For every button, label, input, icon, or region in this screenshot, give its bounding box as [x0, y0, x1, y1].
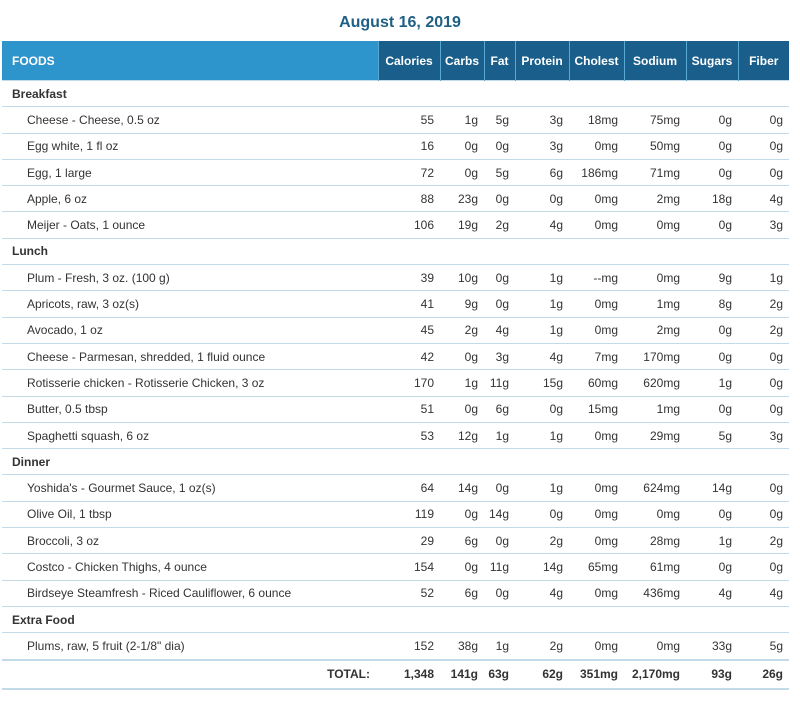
- food-fiber: 0g: [738, 475, 789, 501]
- food-calories: 42: [378, 343, 440, 369]
- food-fat: 5g: [484, 107, 515, 133]
- food-row: [2, 291, 789, 317]
- food-protein: 4g: [515, 343, 569, 369]
- food-row: [2, 212, 789, 238]
- food-sodium: 50mg: [624, 133, 686, 159]
- food-cholest: 65mg: [569, 554, 624, 580]
- food-fat: 11g: [484, 554, 515, 580]
- food-calories: 106: [378, 212, 440, 238]
- food-fat: 0g: [484, 528, 515, 554]
- food-calories: 170: [378, 370, 440, 396]
- food-calories: 152: [378, 633, 440, 660]
- food-fiber: 3g: [738, 422, 789, 448]
- food-sugars: 1g: [686, 370, 738, 396]
- table-header-row: [2, 41, 789, 81]
- food-sugars: 0g: [686, 133, 738, 159]
- food-name: Costco - Chicken Thighs, 4 ounce: [2, 554, 378, 580]
- food-sugars: 0g: [686, 317, 738, 343]
- food-row: [2, 633, 789, 660]
- food-carbs: 14g: [440, 475, 484, 501]
- food-sodium: 624mg: [624, 475, 686, 501]
- food-fat: 11g: [484, 370, 515, 396]
- meal-name: Dinner: [2, 449, 789, 475]
- food-name: Egg white, 1 fl oz: [2, 133, 378, 159]
- food-fiber: 0g: [738, 107, 789, 133]
- food-sodium: 0mg: [624, 501, 686, 527]
- food-carbs: 0g: [440, 159, 484, 185]
- food-fat: 3g: [484, 343, 515, 369]
- food-protein: 14g: [515, 554, 569, 580]
- food-fiber: 0g: [738, 501, 789, 527]
- food-name: Apricots, raw, 3 oz(s): [2, 291, 378, 317]
- food-name: Olive Oil, 1 tbsp: [2, 501, 378, 527]
- food-calories: 72: [378, 159, 440, 185]
- diary-body: [2, 81, 789, 689]
- food-sugars: 0g: [686, 396, 738, 422]
- food-protein: 3g: [515, 107, 569, 133]
- food-carbs: 12g: [440, 422, 484, 448]
- meal-name: Breakfast: [2, 81, 789, 107]
- food-row: [2, 396, 789, 422]
- column-header-foods: FOODS: [2, 41, 378, 81]
- food-name: Avocado, 1 oz: [2, 317, 378, 343]
- food-calories: 119: [378, 501, 440, 527]
- food-sugars: 5g: [686, 422, 738, 448]
- food-protein: 1g: [515, 422, 569, 448]
- food-protein: 3g: [515, 133, 569, 159]
- food-name: Egg, 1 large: [2, 159, 378, 185]
- food-fiber: 0g: [738, 133, 789, 159]
- food-sodium: 61mg: [624, 554, 686, 580]
- food-name: Cheese - Parmesan, shredded, 1 fluid ounce: [2, 343, 378, 369]
- total-sugars: 93g: [686, 660, 738, 689]
- food-sugars: 18g: [686, 186, 738, 212]
- food-cholest: 0mg: [569, 186, 624, 212]
- food-calories: 45: [378, 317, 440, 343]
- food-fiber: 0g: [738, 343, 789, 369]
- food-fat: 0g: [484, 291, 515, 317]
- food-row: [2, 317, 789, 343]
- food-row: [2, 133, 789, 159]
- food-cholest: 7mg: [569, 343, 624, 369]
- total-row: [2, 660, 789, 689]
- food-row: [2, 528, 789, 554]
- food-fiber: 5g: [738, 633, 789, 660]
- food-cholest: 0mg: [569, 317, 624, 343]
- food-fat: 4g: [484, 317, 515, 343]
- food-protein: 6g: [515, 159, 569, 185]
- food-sugars: 0g: [686, 343, 738, 369]
- meal-name: Extra Food: [2, 606, 789, 632]
- food-protein: 15g: [515, 370, 569, 396]
- food-protein: 4g: [515, 580, 569, 606]
- food-name: Cheese - Cheese, 0.5 oz: [2, 107, 378, 133]
- food-cholest: 18mg: [569, 107, 624, 133]
- food-cholest: 0mg: [569, 633, 624, 660]
- food-fat: 0g: [484, 186, 515, 212]
- food-fat: 0g: [484, 133, 515, 159]
- food-sugars: 0g: [686, 107, 738, 133]
- food-row: [2, 501, 789, 527]
- food-fat: 1g: [484, 422, 515, 448]
- food-calories: 53: [378, 422, 440, 448]
- food-sodium: 1mg: [624, 396, 686, 422]
- food-cholest: 186mg: [569, 159, 624, 185]
- food-sugars: 14g: [686, 475, 738, 501]
- total-cholest: 351mg: [569, 660, 624, 689]
- total-calories: 1,348: [378, 660, 440, 689]
- food-cholest: 0mg: [569, 212, 624, 238]
- food-fiber: 4g: [738, 186, 789, 212]
- food-name: Apple, 6 oz: [2, 186, 378, 212]
- food-sodium: 170mg: [624, 343, 686, 369]
- food-fat: 2g: [484, 212, 515, 238]
- food-diary-table: [2, 41, 789, 690]
- column-header-fiber: Fiber: [738, 41, 789, 81]
- food-carbs: 0g: [440, 343, 484, 369]
- food-carbs: 0g: [440, 133, 484, 159]
- food-sodium: 0mg: [624, 212, 686, 238]
- food-sodium: 2mg: [624, 317, 686, 343]
- food-carbs: 0g: [440, 554, 484, 580]
- food-name: Birdseye Steamfresh - Riced Cauliflower, 6 ounce: [2, 580, 378, 606]
- food-row: [2, 475, 789, 501]
- food-cholest: 15mg: [569, 396, 624, 422]
- food-calories: 41: [378, 291, 440, 317]
- food-sugars: 4g: [686, 580, 738, 606]
- food-fat: 5g: [484, 159, 515, 185]
- food-cholest: 0mg: [569, 501, 624, 527]
- food-sodium: 1mg: [624, 291, 686, 317]
- food-cholest: 0mg: [569, 422, 624, 448]
- food-fat: 0g: [484, 580, 515, 606]
- food-carbs: 1g: [440, 370, 484, 396]
- food-sodium: 2mg: [624, 186, 686, 212]
- food-name: Spaghetti squash, 6 oz: [2, 422, 378, 448]
- column-header-fat: Fat: [484, 41, 515, 81]
- food-carbs: 1g: [440, 107, 484, 133]
- food-protein: 1g: [515, 475, 569, 501]
- food-sodium: 436mg: [624, 580, 686, 606]
- column-header-sodium: Sodium: [624, 41, 686, 81]
- food-protein: 1g: [515, 265, 569, 291]
- food-name: Butter, 0.5 tbsp: [2, 396, 378, 422]
- food-name: Broccoli, 3 oz: [2, 528, 378, 554]
- column-header-sugars: Sugars: [686, 41, 738, 81]
- food-calories: 29: [378, 528, 440, 554]
- food-row: [2, 343, 789, 369]
- food-row: [2, 159, 789, 185]
- food-row: [2, 422, 789, 448]
- food-calories: 51: [378, 396, 440, 422]
- food-calories: 154: [378, 554, 440, 580]
- food-cholest: 0mg: [569, 580, 624, 606]
- food-protein: 2g: [515, 633, 569, 660]
- food-protein: 4g: [515, 212, 569, 238]
- food-protein: 0g: [515, 186, 569, 212]
- food-name: Plums, raw, 5 fruit (2-1/8" dia): [2, 633, 378, 660]
- food-sugars: 0g: [686, 159, 738, 185]
- total-label: TOTAL:: [2, 660, 378, 689]
- column-header-protein: Protein: [515, 41, 569, 81]
- food-carbs: 2g: [440, 317, 484, 343]
- food-fiber: 0g: [738, 370, 789, 396]
- food-carbs: 0g: [440, 501, 484, 527]
- food-sugars: 9g: [686, 265, 738, 291]
- food-protein: 1g: [515, 317, 569, 343]
- total-sodium: 2,170mg: [624, 660, 686, 689]
- total-protein: 62g: [515, 660, 569, 689]
- food-fat: 14g: [484, 501, 515, 527]
- meal-header-row: [2, 449, 789, 475]
- food-carbs: 9g: [440, 291, 484, 317]
- food-calories: 39: [378, 265, 440, 291]
- total-fiber: 26g: [738, 660, 789, 689]
- food-sodium: 620mg: [624, 370, 686, 396]
- food-sodium: 71mg: [624, 159, 686, 185]
- food-fiber: 2g: [738, 317, 789, 343]
- food-sodium: 29mg: [624, 422, 686, 448]
- food-calories: 64: [378, 475, 440, 501]
- meal-header-row: [2, 81, 789, 107]
- food-sugars: 0g: [686, 501, 738, 527]
- food-row: [2, 107, 789, 133]
- food-sodium: 0mg: [624, 265, 686, 291]
- meal-header-row: [2, 238, 789, 264]
- food-row: [2, 186, 789, 212]
- food-cholest: 0mg: [569, 291, 624, 317]
- food-protein: 1g: [515, 291, 569, 317]
- total-fat: 63g: [484, 660, 515, 689]
- food-fat: 1g: [484, 633, 515, 660]
- food-fiber: 2g: [738, 291, 789, 317]
- food-calories: 88: [378, 186, 440, 212]
- food-carbs: 6g: [440, 580, 484, 606]
- food-carbs: 19g: [440, 212, 484, 238]
- food-carbs: 38g: [440, 633, 484, 660]
- column-header-cholest: Cholest: [569, 41, 624, 81]
- food-sugars: 0g: [686, 554, 738, 580]
- food-name: Meijer - Oats, 1 ounce: [2, 212, 378, 238]
- food-fiber: 0g: [738, 554, 789, 580]
- food-cholest: 0mg: [569, 475, 624, 501]
- food-cholest: --mg: [569, 265, 624, 291]
- column-header-carbs: Carbs: [440, 41, 484, 81]
- food-fat: 6g: [484, 396, 515, 422]
- food-row: [2, 370, 789, 396]
- food-cholest: 0mg: [569, 133, 624, 159]
- food-sugars: 1g: [686, 528, 738, 554]
- food-fiber: 0g: [738, 159, 789, 185]
- meal-name: Lunch: [2, 238, 789, 264]
- food-sugars: 33g: [686, 633, 738, 660]
- food-calories: 16: [378, 133, 440, 159]
- diary-date-title: August 16, 2019: [339, 14, 461, 31]
- food-row: [2, 580, 789, 606]
- food-cholest: 60mg: [569, 370, 624, 396]
- food-carbs: 10g: [440, 265, 484, 291]
- food-calories: 52: [378, 580, 440, 606]
- food-sodium: 28mg: [624, 528, 686, 554]
- food-fat: 0g: [484, 265, 515, 291]
- food-carbs: 6g: [440, 528, 484, 554]
- food-row: [2, 265, 789, 291]
- food-fiber: 3g: [738, 212, 789, 238]
- food-fiber: 1g: [738, 265, 789, 291]
- food-fiber: 4g: [738, 580, 789, 606]
- food-fat: 0g: [484, 475, 515, 501]
- food-sugars: 8g: [686, 291, 738, 317]
- food-name: Plum - Fresh, 3 oz. (100 g): [2, 265, 378, 291]
- food-protein: 0g: [515, 396, 569, 422]
- food-sodium: 0mg: [624, 633, 686, 660]
- column-header-calories: Calories: [378, 41, 440, 81]
- food-cholest: 0mg: [569, 528, 624, 554]
- food-fiber: 2g: [738, 528, 789, 554]
- food-protein: 0g: [515, 501, 569, 527]
- meal-header-row: [2, 606, 789, 632]
- total-carbs: 141g: [440, 660, 484, 689]
- food-calories: 55: [378, 107, 440, 133]
- food-carbs: 23g: [440, 186, 484, 212]
- food-carbs: 0g: [440, 396, 484, 422]
- food-sugars: 0g: [686, 212, 738, 238]
- food-row: [2, 554, 789, 580]
- food-sodium: 75mg: [624, 107, 686, 133]
- food-protein: 2g: [515, 528, 569, 554]
- food-name: Yoshida's - Gourmet Sauce, 1 oz(s): [2, 475, 378, 501]
- food-fiber: 0g: [738, 396, 789, 422]
- food-name: Rotisserie chicken - Rotisserie Chicken, 3 oz: [2, 370, 378, 396]
